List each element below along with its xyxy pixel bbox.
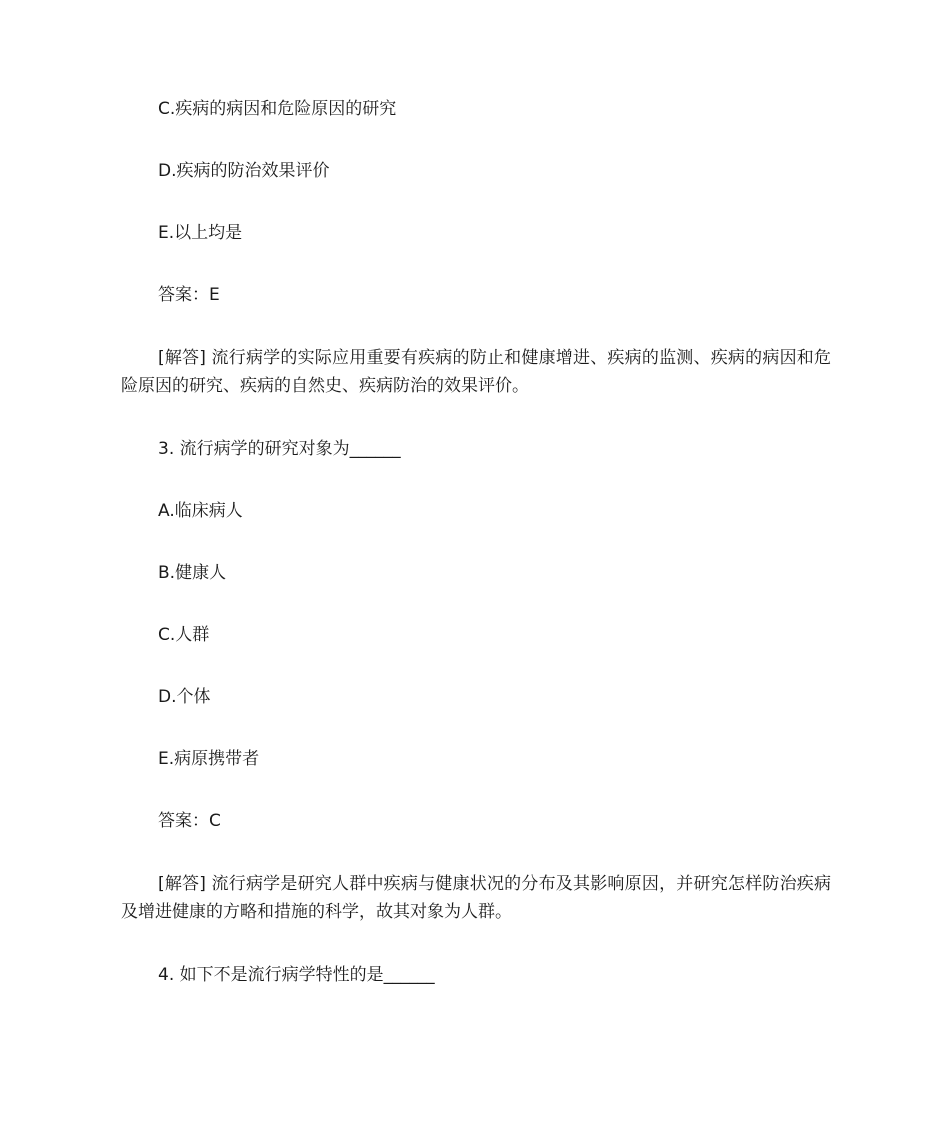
answer-q3: 答案：C [158,811,221,831]
option-e-q3: E.病原携带者 [158,749,260,769]
option-d-q3: D.个体 [158,687,211,707]
answer-q2: 答案：E [158,285,220,305]
question-3: 3. 流行病学的研究对象为______ [158,439,401,459]
explanation-q2: [解答] 流行病学的实际应用重要有疾病的防止和健康增进、疾病的监测、疾病的病因和危险原因的研究、疾病的自然史、疾病防治的效果评价。 [121,348,831,396]
option-c-q2: C.疾病的病因和危险原因的研究 [158,99,397,119]
question-4: 4. 如下不是流行病学特性的是______ [158,965,435,985]
option-d-q2: D.疾病的防治效果评价 [158,161,330,181]
option-c-q3: C.人群 [158,625,210,645]
explanation-q3: [解答] 流行病学是研究人群中疾病与健康状况的分布及其影响原因，并研究怎样防治疾病及增进健康的方略和措施的科学，故其对象为人群。 [121,874,831,922]
option-e-q2: E.以上均是 [158,223,243,243]
option-b-q3: B.健康人 [158,563,227,583]
option-a-q3: A.临床病人 [158,501,243,521]
